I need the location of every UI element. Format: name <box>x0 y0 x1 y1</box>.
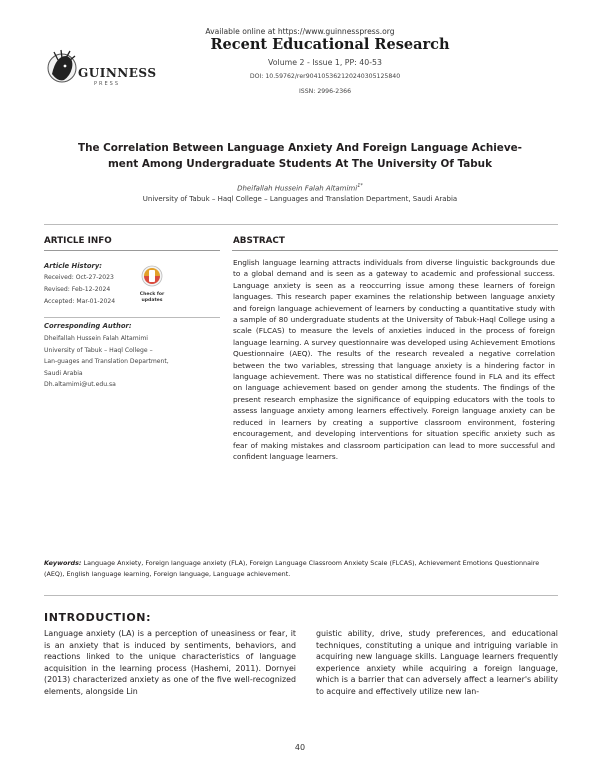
author-name: Dheifallah Hussein Falah Altamimi <box>237 184 358 193</box>
corresponding-author-label: Corresponding Author: <box>44 322 132 330</box>
journal-title: Recent Educational Research <box>210 36 450 53</box>
introduction-heading: INTRODUCTION: <box>44 611 152 624</box>
title-line: The Correlation Between Language Anxiety And Foreign Language Achieve- <box>77 142 522 154</box>
doi: DOI: 10.59762/rer904105362120240305125840 <box>249 73 401 80</box>
history-label: Article History: <box>44 262 103 270</box>
keywords-label: Keywords: <box>44 559 82 567</box>
paper-title <box>40 140 560 172</box>
corresponding-author-details <box>44 333 220 391</box>
corr-email[interactable]: Dh.altamimi@ut.edu.sa <box>44 381 116 388</box>
availability-note: Available online at https://www.guinnesspress.org <box>205 27 395 36</box>
intro-right-column: guistic ability, drive, study preferences, and educational techniques, constituting a unique and intriguing variable in acquiring new language skills. Language learners frequently experience anxiety while acquiring a foreign language, which is a barrier that can adversely affect a learner's ability to acquire and effectively utilize new lan- <box>316 629 558 696</box>
intro-left-column: Language anxiety (LA) is a perception of uneasiness or fear, it is an anxiety that is induced by sentiments, behaviors, and reactions linked to the unique characteristics of language acquisition in the learning process (Hashemi, 2011). Dornyei (2013) characterized anxiety as one of the five well-recognized elements, alongside Lin <box>44 629 296 696</box>
divider <box>232 250 558 251</box>
check-for-updates-badge[interactable] <box>136 264 168 304</box>
divider <box>44 317 220 318</box>
badge-line: updates <box>141 297 163 303</box>
revised-date: Revised: Feb-12-2024 <box>44 286 111 293</box>
abstract-text: English language learning attracts individuals from diverse linguistic backgrounds due to a global demand and is seen as a gateway to academic and professional success. Language anxiety is seen as a reoccurring issue among these learners of foreign languages. This research paper examines the relationship between language anxiety and foreign language achievement of learners by conducting a quantitative study with a sample of 80 undergraduate students at the University of Tabuk-Haql College using a scale (FLCAS) to measure the levels of anxieties induced in the process of foreign language learning. A survey questionnaire was developed using Achievement Emotions Questionnaire (AEQ). The results of the research revealed a negative correlation between the two variables, stressing that language anxiety is a hindering factor in language achievement. There was no statistical difference found in FLA and its effect on language achievement based on gender among the students. The findings of the present research emphasize the significance of equipping educators with the tools to assess language anxiety among learners effectively. Foreign language anxiety can be reduced in learners by creating a supportive classroom environment, fostering encouragement, and developing interventions for situation specific anxiety such as fear of making mistakes and classroom participation can lead to more successful and confident language learners. <box>233 258 555 461</box>
publisher-logo <box>44 48 157 94</box>
article-info-heading: ARTICLE INFO <box>44 236 112 246</box>
corr-line: Saudi Arabia <box>44 369 83 377</box>
divider <box>44 595 558 596</box>
crossmark-icon <box>136 264 168 288</box>
page-number: 40 <box>294 743 306 752</box>
title-line: ment Among Undergraduate Students At The University Of Tabuk <box>107 158 492 170</box>
divider <box>44 250 220 251</box>
keywords <box>44 558 560 580</box>
logo-subtext: PRESS <box>94 81 120 87</box>
volume-info: Volume 2 - Issue 1, PP: 40-53 <box>268 58 382 67</box>
corr-line: Lan-guages and Translation Department, <box>44 358 169 365</box>
abstract-heading: ABSTRACT <box>233 236 285 246</box>
divider <box>44 224 558 225</box>
author-line <box>0 183 600 192</box>
author-mark: 1* <box>357 183 363 189</box>
received-date: Received: Oct-27-2023 <box>44 274 114 281</box>
badge-line: Check for <box>139 292 165 297</box>
logo-wordmark: GUINNESS <box>78 66 157 80</box>
affiliation: University of Tabuk – Haql College – Languages and Translation Department, Saudi Arabia <box>142 195 458 203</box>
corr-line: Dheifallah Hussein Falah Altamimi <box>44 335 148 342</box>
keywords-text: Language Anxiety, Foreign language anxiety (FLA), Foreign Language Classroom Anxiety Scale (FLCAS), Achievement Emotions Questionnaire (AEQ), English language learning, Foreign language, Language achievement. <box>44 559 540 578</box>
issn: ISSN: 2996-2366 <box>298 88 352 95</box>
corr-line: University of Tabuk – Haql College – <box>44 346 153 354</box>
accepted-date: Accepted: Mar-01-2024 <box>44 298 116 305</box>
